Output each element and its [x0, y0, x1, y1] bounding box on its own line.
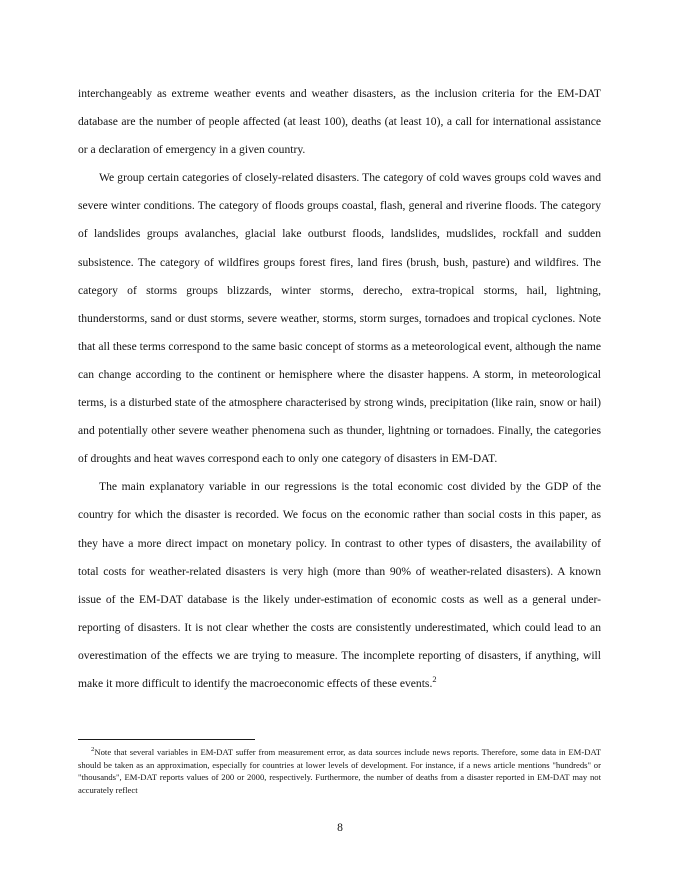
footnote-separator-rule [78, 739, 255, 740]
footnote-section [78, 739, 601, 797]
footnote-reference-marker[interactable]: 2 [432, 675, 437, 685]
body-paragraph-3-text: The main explanatory variable in our regressions is the total economic cost divided by the GDP of the country for which the disaster is recorded. We focus on the economic rather than social costs in this paper, as they have a more direct impact on monetary policy. In contrast to other types of disasters, the availability of total costs for weather-related disasters is very high (more than 90% of weather-related disasters). A known issue of the EM-DAT database is the likely under-estimation of economic costs as well as a general under-reporting of disasters. It is not clear whether the costs are consistently underestimated, which could lead to an overestimation of the effects we are trying to measure. The incomplete reporting of disasters, if anything, will make it more difficult to identify the macroeconomic effects of these events. [78, 480, 601, 690]
body-paragraph-2: We group certain categories of closely-related disasters. The category of cold waves groups cold waves and severe winter conditions. The category of floods groups coastal, flash, general and riverine floods. The category of landslides groups avalanches, glacial lake outburst floods, landslides, mudslides, rockfall and sudden subsistence. The category of wildfires groups forest fires, land fires (brush, bush, pasture) and wildfires. The category of storms groups blizzards, winter storms, derecho, extra-tropical storms, hail, lightning, thunderstorms, sand or dust storms, severe weather, storms, storm surges, tornadoes and tropical cyclones. Note that all these terms correspond to the same basic concept of storms as a meteorological event, although the name can change according to the continent or hemisphere where the disaster happens. A storm, in meteorological terms, is a disturbed state of the atmosphere characterised by strong winds, precipitation (like rain, snow or hail) and potentially other severe weather phenomena such as thunder, lightning or tornadoes. Finally, the categories of droughts and heat waves correspond each to only one category of disasters in EM-DAT. [78, 171, 601, 466]
page-number: 8 [337, 821, 343, 834]
body-paragraph-3 [78, 473, 601, 698]
footnote-number: 2 [91, 746, 95, 754]
body-paragraph-1: interchangeably as extreme weather events and weather disasters, as the inclusion criteria for the EM-DAT database are the number of people affected (at least 100), deaths (at least 10), a call for international assistance or a declaration of emergency in a given country. [78, 87, 601, 157]
page-body-text [78, 80, 601, 698]
footnote-body: Note that several variables in EM-DAT suffer from measurement error, as data sources include news reports. Therefore, some data in EM-DAT should be taken as an approximation, especially for countries at lower levels of development. For instance, if a news article mentions "hundreds" or "thousands", EM-DAT reports values of 200 or 2000, respectively. Furthermore, the number of deaths from a disaster reported in EM-DAT may not accurately reflect [78, 747, 601, 796]
footnote-1 [78, 746, 601, 797]
